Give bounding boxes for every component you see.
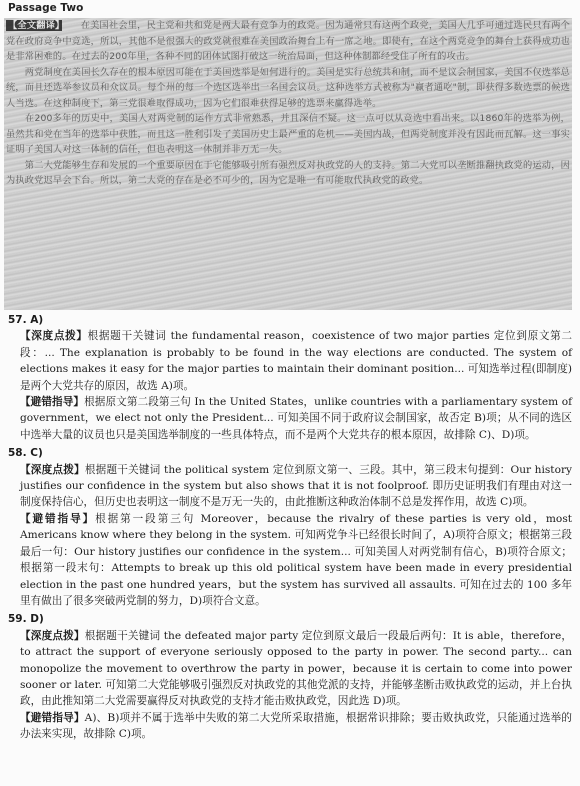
- analysis-paragraph: 【避错指导】A)、B)项并不属于选举中失败的第二大党所采取措施，根据常识排除；要击败执政党，只能通过选举的办法来实现，故排除 C)项。: [20, 711, 572, 741]
- analysis-paragraph: 【深度点拨】根据题干关键词 the fundamental reason，coexistence of two major parties 定位到原文第二段：... The explanation is probably to be found in the way elections are conducted. The system of elections makes it easy for the major parties to maintain their dominant position... 可知选举过程(即制度)是两个大党共存的原因，故选 A)项。: [20, 330, 573, 392]
- translation-text: 在美国社会里，民主党和共和党是两大最有竞争力的政党。因为通常只有这两个政党，美国人几乎可通过选民只有两个党在政府竞争中竞选，所以，其他不是很强大的政党就很难在美国政治舞台上有一席之地。即使有，在这个两党竞争的舞台上获得成功也是非常困难的。在过去的200年里，各种不同的团体试图打破这一统治局面，但这种体制都经受住了所有的攻击。 两党制度在美国长久存在的根本原因可能在于美国选举是如何进行的。美国是实行总统共和制，而不是议会制国家，美国不仅选举总统，而且还选举参议员和众议员。每个州的每一个选区选举出一名国会议员。这种选举方式被称为"赢者通吃"制，即获得多数选票的候选人当选。在这种制度下，第三党很难取得成功，因为它们很难获得足够的选票来赢得选举。 在200多年的历史中，美国人对两党制的运作方式非常熟悉，并且深信不疑。这一点可以从竞选中看出来。以1860年的选举为例，虽然共和党在当年的选举中获胜，而且这一胜利引发了美国历史上最严重的危机——美国内战，但两党制度并没有因此而瓦解。这一事实证明了美国人对这一体制的信任，但也表明这一体制并非万无一失。 第二大党能够生存和发展的一个重要原因在于它能够吸引所有强烈反对执政党的人的支持。第二大党可以垄断推翻执政党的运动，因为执政党迟早会下台。所以，第二大党的存在是必不可少的，因为它是唯一有可能取代执政党的政党。: [6, 20, 570, 186]
- analysis-paragraph: 【避错指导】根据原文第二段第三句 In the United States，unlike countries with a parliamentary system of government，we elect not only the President... 可知美国不同于政府议会制国家，故否定 B)项；从不同的选区中选举大量的议员也只是美国选举制度的一些具体特点，而不是两个大党共存的根本原因，故排除 C)、D)项。: [20, 396, 572, 441]
- analysis-badge: 【深度点拨】: [20, 463, 85, 476]
- passage-title: Passage Two: [8, 2, 84, 14]
- analysis-badge: 【避错指导】: [20, 396, 85, 409]
- question-number: 58. C): [8, 447, 43, 460]
- analysis-badge: 【避错指导】: [20, 711, 85, 724]
- question-number: 59. D): [8, 613, 44, 626]
- translation-block: [6, 18, 570, 189]
- analysis-paragraph: 【深度点拨】根据题干关键词 the defeated major party 定位到原文最后一段最后两句：It is able，therefore，to attract the support of everyone seriously opposed to the party in power. The second party... can monopolize the movement to overthrow the party in power，because it is certain to come into power sooner or later. 可知第二大党能够吸引强烈反对执政党的其他党派的支持，并能够垄断击败执政党的运动，并上台执政，由此推知第二大党需要赢得反对执政党的支持才能击败执政党，因此选 D)项。: [20, 629, 572, 708]
- question-number: 57. A): [8, 314, 44, 326]
- analysis-paragraph: 【深度点拨】根据题干关键词 the political system 定位到原文第一、三段。其中，第三段末句提到：Our history justifies our confidence in the system but also shows that it is not foolproof. 即历史证明我们有理由对这一制度保持信心，但历史也表明这一制度不是万无一失的，由此推断这种政治体制不总是发挥作用，故选 C)项。: [20, 463, 572, 509]
- translation-tag: 【全文翻译】: [8, 20, 60, 31]
- question-58: [8, 445, 573, 609]
- analysis-badge: 【避错指导】: [20, 512, 96, 525]
- analysis-paragraph: 【避错指导】根据第一段第三句 Moreover，because the rivalry of these parties is very old，most Americans know where they belong in the system. 可知两党争斗已经很长时间了，A)项符合原文；根据第三段最后一句：Our history justifies our confidence in the system... 可知美国人对两党制有信心，B)项符合原文；根据第一段末句：Attempts to break up this old political system have been made in every presidential election in the past one hundred years，but the system has survived all assaults. 可知在过去的 100 多年里有做出了很多突破两党制的努力，D)项符合文意。: [20, 512, 573, 607]
- analysis-badge: 【深度点拨】: [20, 629, 85, 642]
- question-57: [8, 312, 573, 443]
- answers-section: [8, 310, 573, 743]
- analysis-badge: 【深度点拨】: [20, 330, 88, 343]
- question-59: [8, 611, 572, 742]
